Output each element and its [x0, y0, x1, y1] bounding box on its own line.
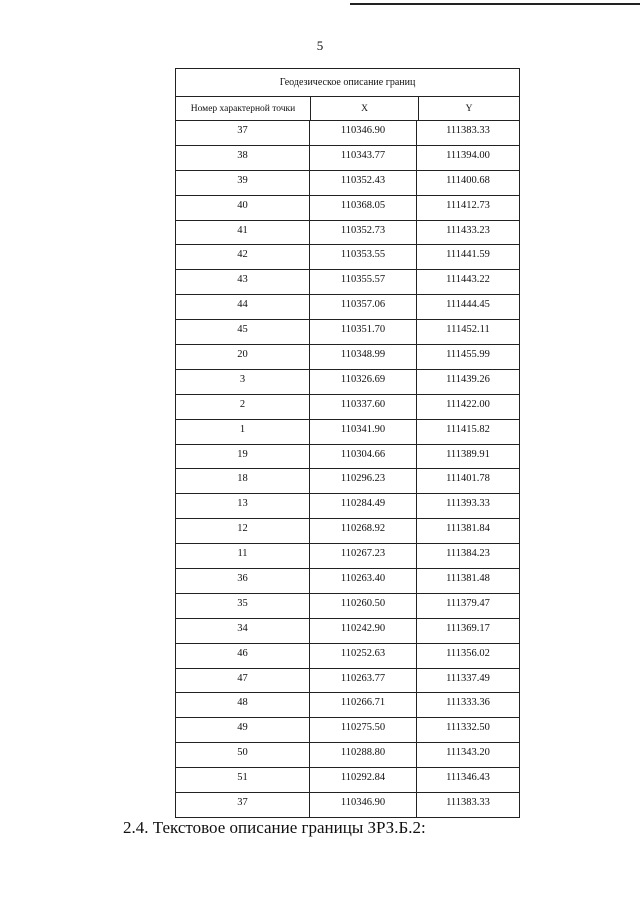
- cell-y: 111389.91: [416, 445, 520, 469]
- table-row: [175, 693, 520, 718]
- cell-y: 111332.50: [416, 718, 520, 742]
- cell-x: 110252.63: [309, 644, 416, 668]
- geodetic-table: [175, 68, 520, 818]
- cell-y: 111393.33: [416, 494, 520, 518]
- cell-x: 110242.90: [309, 619, 416, 643]
- cell-point-number: 48: [175, 693, 309, 717]
- cell-x: 110351.70: [309, 320, 416, 344]
- cell-x: 110263.40: [309, 569, 416, 593]
- cell-x: 110260.50: [309, 594, 416, 618]
- table-row: [175, 768, 520, 793]
- cell-y: 111401.78: [416, 469, 520, 493]
- cell-x: 110352.73: [309, 221, 416, 245]
- cell-point-number: 35: [175, 594, 309, 618]
- cell-x: 110357.06: [309, 295, 416, 319]
- cell-y: 111455.99: [416, 345, 520, 369]
- cell-y: 111444.45: [416, 295, 520, 319]
- table-title: Геодезическое описание границ: [175, 68, 520, 96]
- cell-point-number: 3: [175, 370, 309, 394]
- cell-x: 110348.99: [309, 345, 416, 369]
- cell-x: 110346.90: [309, 793, 416, 817]
- cell-x: 110268.92: [309, 519, 416, 543]
- cell-y: 111333.36: [416, 693, 520, 717]
- table-row: [175, 270, 520, 295]
- cell-point-number: 44: [175, 295, 309, 319]
- table-body: [175, 121, 520, 818]
- page-number: 5: [316, 38, 324, 53]
- cell-point-number: 13: [175, 494, 309, 518]
- cell-y: 111381.84: [416, 519, 520, 543]
- cell-x: 110343.77: [309, 146, 416, 170]
- cell-y: 111400.68: [416, 171, 520, 195]
- table-row: [175, 196, 520, 221]
- cell-y: 111379.47: [416, 594, 520, 618]
- cell-y: 111381.48: [416, 569, 520, 593]
- cell-x: 110292.84: [309, 768, 416, 792]
- table-header-row: [175, 96, 520, 121]
- cell-y: 111433.23: [416, 221, 520, 245]
- cell-y: 111412.73: [416, 196, 520, 220]
- cell-y: 111383.33: [416, 793, 520, 817]
- cell-point-number: 18: [175, 469, 309, 493]
- cell-x: 110266.71: [309, 693, 416, 717]
- table-row: [175, 544, 520, 569]
- cell-y: 111415.82: [416, 420, 520, 444]
- cell-x: 110267.23: [309, 544, 416, 568]
- cell-point-number: 12: [175, 519, 309, 543]
- cell-x: 110355.57: [309, 270, 416, 294]
- table-row: [175, 594, 520, 619]
- cell-y: 111343.20: [416, 743, 520, 767]
- cell-point-number: 1: [175, 420, 309, 444]
- table-row: [175, 370, 520, 395]
- cell-point-number: 2: [175, 395, 309, 419]
- cell-point-number: 40: [175, 196, 309, 220]
- cell-point-number: 20: [175, 345, 309, 369]
- table-row: [175, 669, 520, 694]
- cell-point-number: 51: [175, 768, 309, 792]
- top-rule: [350, 3, 640, 5]
- table-row: [175, 146, 520, 171]
- cell-point-number: 46: [175, 644, 309, 668]
- table-row: [175, 295, 520, 320]
- cell-y: 111439.26: [416, 370, 520, 394]
- table-row: [175, 644, 520, 669]
- cell-point-number: 41: [175, 221, 309, 245]
- cell-y: 111356.02: [416, 644, 520, 668]
- cell-point-number: 45: [175, 320, 309, 344]
- cell-y: 111369.17: [416, 619, 520, 643]
- cell-x: 110326.69: [309, 370, 416, 394]
- table-row: [175, 245, 520, 270]
- cell-point-number: 47: [175, 669, 309, 693]
- table-row: [175, 221, 520, 246]
- cell-x: 110263.77: [309, 669, 416, 693]
- cell-y: 111394.00: [416, 146, 520, 170]
- cell-point-number: 39: [175, 171, 309, 195]
- table-row: [175, 171, 520, 196]
- section-heading: 2.4. Текстовое описание границы ЗРЗ.Б.2:: [123, 818, 426, 837]
- cell-y: 111452.11: [416, 320, 520, 344]
- table-row: [175, 121, 520, 146]
- table-row: [175, 345, 520, 370]
- cell-x: 110304.66: [309, 445, 416, 469]
- table-row: [175, 718, 520, 743]
- cell-y: 111384.23: [416, 544, 520, 568]
- cell-x: 110353.55: [309, 245, 416, 269]
- table-row: [175, 320, 520, 345]
- cell-y: 111422.00: [416, 395, 520, 419]
- table-row: [175, 395, 520, 420]
- header-y: Y: [418, 97, 519, 120]
- cell-x: 110284.49: [309, 494, 416, 518]
- cell-x: 110275.50: [309, 718, 416, 742]
- cell-x: 110352.43: [309, 171, 416, 195]
- cell-y: 111441.59: [416, 245, 520, 269]
- table-row: [175, 420, 520, 445]
- cell-point-number: 36: [175, 569, 309, 593]
- table-row: [175, 494, 520, 519]
- table-row: [175, 793, 520, 818]
- cell-point-number: 43: [175, 270, 309, 294]
- cell-point-number: 34: [175, 619, 309, 643]
- cell-point-number: 37: [175, 121, 309, 145]
- cell-x: 110346.90: [309, 121, 416, 145]
- cell-point-number: 11: [175, 544, 309, 568]
- cell-point-number: 50: [175, 743, 309, 767]
- cell-x: 110288.80: [309, 743, 416, 767]
- table-row: [175, 569, 520, 594]
- cell-point-number: 37: [175, 793, 309, 817]
- table-row: [175, 519, 520, 544]
- table-row: [175, 469, 520, 494]
- cell-point-number: 49: [175, 718, 309, 742]
- cell-y: 111337.49: [416, 669, 520, 693]
- cell-y: 111443.22: [416, 270, 520, 294]
- header-x: X: [310, 97, 418, 120]
- cell-x: 110368.05: [309, 196, 416, 220]
- cell-y: 111346.43: [416, 768, 520, 792]
- cell-y: 111383.33: [416, 121, 520, 145]
- cell-x: 110296.23: [309, 469, 416, 493]
- header-point-number: Номер характерной точки: [190, 103, 296, 114]
- table-row: [175, 743, 520, 768]
- cell-point-number: 42: [175, 245, 309, 269]
- cell-point-number: 19: [175, 445, 309, 469]
- cell-point-number: 38: [175, 146, 309, 170]
- cell-x: 110341.90: [309, 420, 416, 444]
- table-row: [175, 619, 520, 644]
- cell-x: 110337.60: [309, 395, 416, 419]
- table-row: [175, 445, 520, 470]
